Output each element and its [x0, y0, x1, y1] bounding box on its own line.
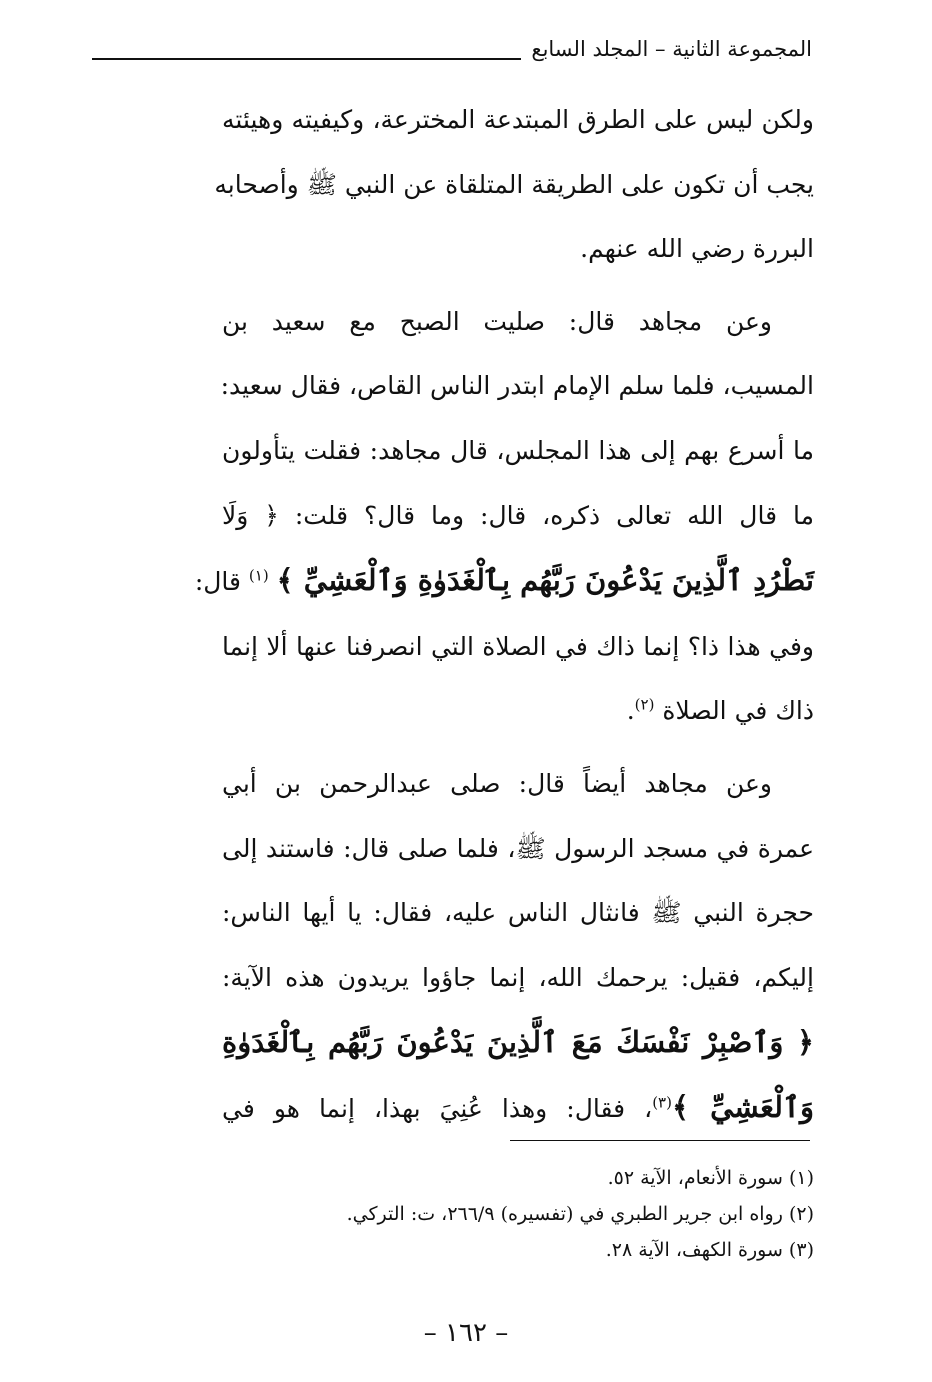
text-line: وعن مجاهد قال: صليت الصبح مع سعيد بن [222, 306, 772, 336]
text-line: ما قال الله تعالى ذكره، قال: وما قال؟ قلت: ﴿ وَلَا [222, 500, 814, 530]
text-line [222, 679, 814, 744]
footnote: (٣) سورة الكهف، الآية ٢٨. [605, 1239, 814, 1261]
text-line: وعن مجاهد أيضاً قال: صلى عبدالرحمن بن أبي [222, 768, 772, 798]
quran-verse: تَطْرُدِ ٱلَّذِينَ يَدْعُونَ رَبَّهُم بِٱلْغَدَوٰةِ وَٱلْعَشِيِّ ﴾ [276, 563, 814, 598]
quran-verse: ﴿ وَٱصْبِرْ نَفْسَكَ مَعَ ٱلَّذِينَ يَدْعُونَ رَبَّهُم بِٱلْغَدَوٰةِ [222, 1025, 814, 1060]
text-line: يجب أن تكون على الطريقة المتلقاة عن النبي ﷺ وأصحابه [214, 169, 814, 199]
paragraph-2 [194, 290, 814, 744]
header-title: المجموعة الثانية – المجلد السابع [521, 34, 812, 64]
footnotes [214, 1160, 814, 1268]
text-fragment: ، فقال: وهذا عُنِيَ بهذا، إنما هو في [222, 1093, 653, 1123]
footnote-separator [510, 1140, 810, 1141]
paragraph-3 [222, 752, 814, 1142]
quran-verse: وَٱلْعَشِيِّ ﴾ [671, 1089, 815, 1124]
page-number: – ١٦٢ – [423, 1318, 509, 1348]
text-line: المسيب، فلما سلم الإمام ابتدر الناس القاص، فقال سعيد: [220, 371, 814, 401]
text-line: حجرة النبي ﷺ فانثال الناس عليه، فقال: يا أيها الناس: [222, 898, 814, 928]
main-text [194, 88, 815, 1142]
text-line: إليكم، فقيل: يرحمك الله، إنما جاؤوا يريدون هذه الآية: [222, 962, 814, 992]
text-fragment: ذاك في الصلاة [662, 696, 814, 726]
text-line: وفي هذا ذا؟ إنما ذاك في الصلاة التي انصرفنا عنها ألا إنما [222, 631, 814, 661]
quran-verse-line [222, 1075, 814, 1142]
footnote-ref: (٣) [652, 1093, 672, 1112]
footnote-ref: (٢) [634, 696, 655, 715]
footnote-ref: (١) [248, 566, 269, 585]
text-line: البررة رضي الله عنهم. [580, 234, 814, 264]
text-fragment: . [626, 696, 635, 726]
footnote: (٢) رواه ابن جرير الطبري في (تفسيره) ٢٦٦/٩، ت: التركي. [346, 1203, 814, 1225]
text-fragment: قال: [194, 567, 241, 597]
footnote: (١) سورة الأنعام، الآية ٥٢. [607, 1167, 814, 1189]
text-line: ولكن ليس على الطرق المبتدعة المخترعة، وكيفيته وهيئته [222, 105, 814, 134]
paragraph-1 [214, 88, 814, 282]
quran-verse-line [194, 548, 814, 615]
text-line: عمرة في مسجد الرسول ﷺ، فلما صلى قال: فاستند إلى [222, 833, 814, 863]
text-line: ما أسرع بهم إلى هذا المجلس، قال مجاهد: فقلت يتأولون [222, 435, 814, 465]
running-header [92, 34, 812, 74]
